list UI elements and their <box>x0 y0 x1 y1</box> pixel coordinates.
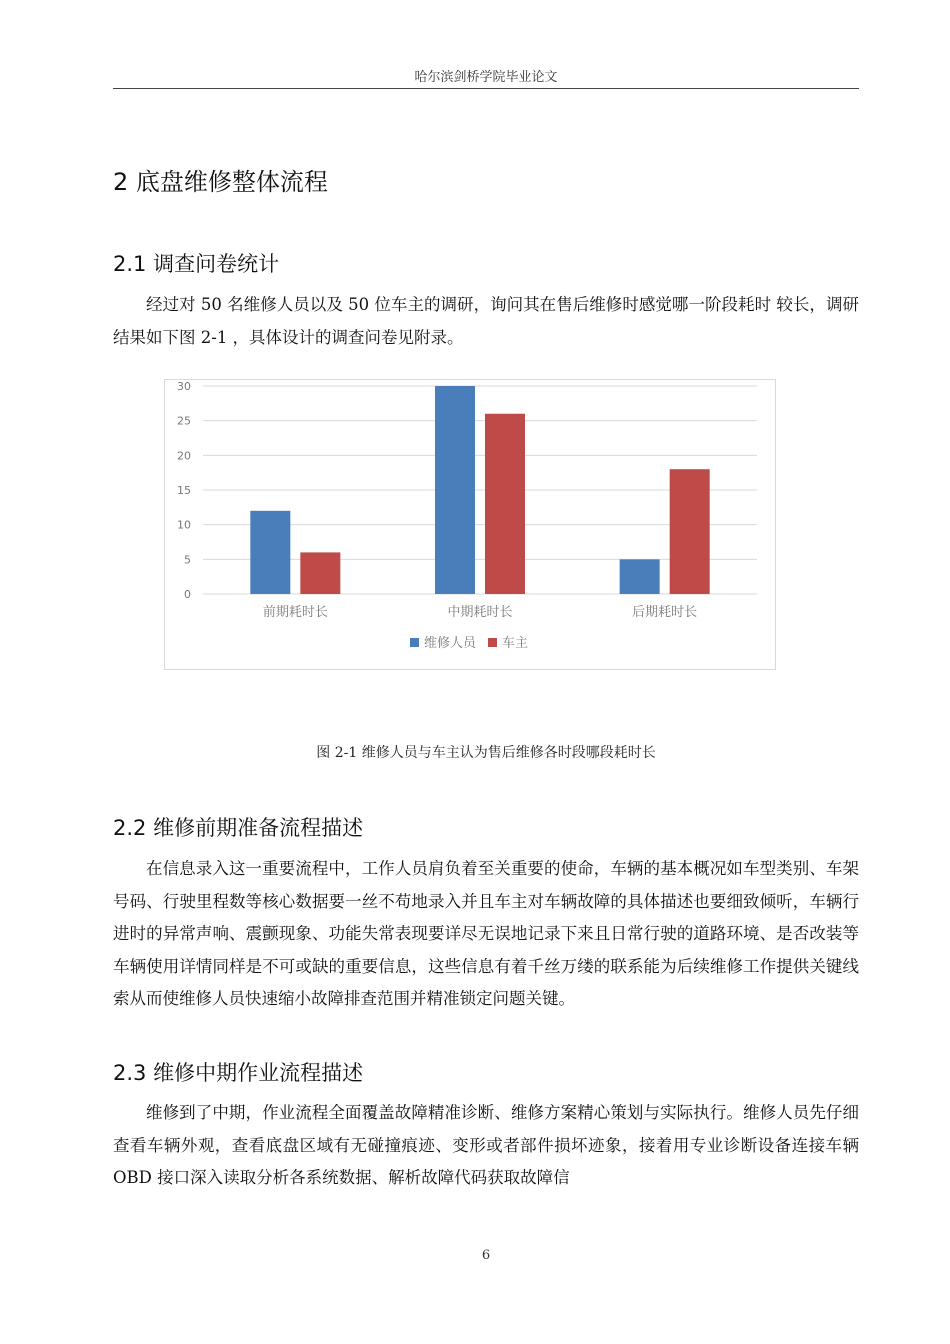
section-paragraph-2-1: 经过对 50 名维修人员以及 50 位车主的调研，询问其在售后维修时感觉哪一阶段耗时 较长，调研结果如下图 2-1 ，具体设计的调查问卷见附录。 <box>113 295 859 347</box>
bar-chart <box>165 380 775 669</box>
x-tick-label: 中期耗时长 <box>447 605 513 620</box>
legend-swatch-0 <box>410 638 419 647</box>
x-tick-label: 后期耗时长 <box>632 605 698 620</box>
y-tick-label: 10 <box>177 518 191 532</box>
y-tick-label: 5 <box>184 553 191 567</box>
section-heading-2-1: 2.1 调查问卷统计 <box>113 252 280 276</box>
header-divider <box>113 88 859 89</box>
y-tick-label: 30 <box>177 380 191 393</box>
x-tick-label: 前期耗时长 <box>262 605 328 620</box>
figure-2-1 <box>164 379 776 670</box>
page-number: 6 <box>481 1248 491 1263</box>
y-tick-label: 15 <box>177 484 191 497</box>
y-tick-label: 0 <box>184 588 191 601</box>
bar-mechanic-0 <box>250 511 290 594</box>
bar-mechanic-2 <box>620 559 660 594</box>
bar-owner-2 <box>670 469 710 594</box>
section-paragraph-2-2: 在信息录入这一重要流程中，工作人员肩负着至关重要的使命，车辆的基本概况如车型类别、车架号码、行驶里程数等核心数据要一丝不苟地录入并且车主对车辆故障的具体描述也要细致倾听，车辆行进时的异常声响、震颤现象、功能失常表现要详尽无误地记录下来且日常行驶的道路环境、是否改装等车辆使用详情同样是不可或缺的重要信息，这些信息有着千丝万缕的联系能为后续维修工作提供关键线索从而使维修人员快速缩小故障排查范围并精准锁定问题关键。 <box>113 859 859 1008</box>
legend-label-0: 维修人员 <box>424 636 477 651</box>
section-paragraph-2-3: 维修到了中期，作业流程全面覆盖故障精准诊断、维修方案精心策划与实际执行。维修人员先仔细查看车辆外观，查看底盘区域有无碰撞痕迹、变形或者部件损坏迹象，接着用专业诊断设备连接车辆 OBD 接口深入读取分析各系统数据、解析故障代码获取故障信 <box>113 1103 859 1187</box>
legend-label-1: 车主 <box>502 636 529 651</box>
bar-owner-0 <box>300 552 340 594</box>
chapter-title: 2 底盘维修整体流程 <box>113 168 328 196</box>
bar-owner-1 <box>485 414 525 594</box>
section-heading-2-2: 2.2 维修前期准备流程描述 <box>113 816 364 840</box>
bar-mechanic-1 <box>435 386 475 594</box>
figure-caption: 图 2-1 维修人员与车主认为售后维修各时段哪段耗时长 <box>316 745 656 761</box>
legend-swatch-1 <box>488 638 497 647</box>
section-heading-2-3: 2.3 维修中期作业流程描述 <box>113 1061 364 1085</box>
running-header: 哈尔滨剑桥学院毕业论文 <box>414 70 558 85</box>
y-tick-label: 25 <box>177 414 191 428</box>
y-tick-label: 20 <box>177 449 191 463</box>
